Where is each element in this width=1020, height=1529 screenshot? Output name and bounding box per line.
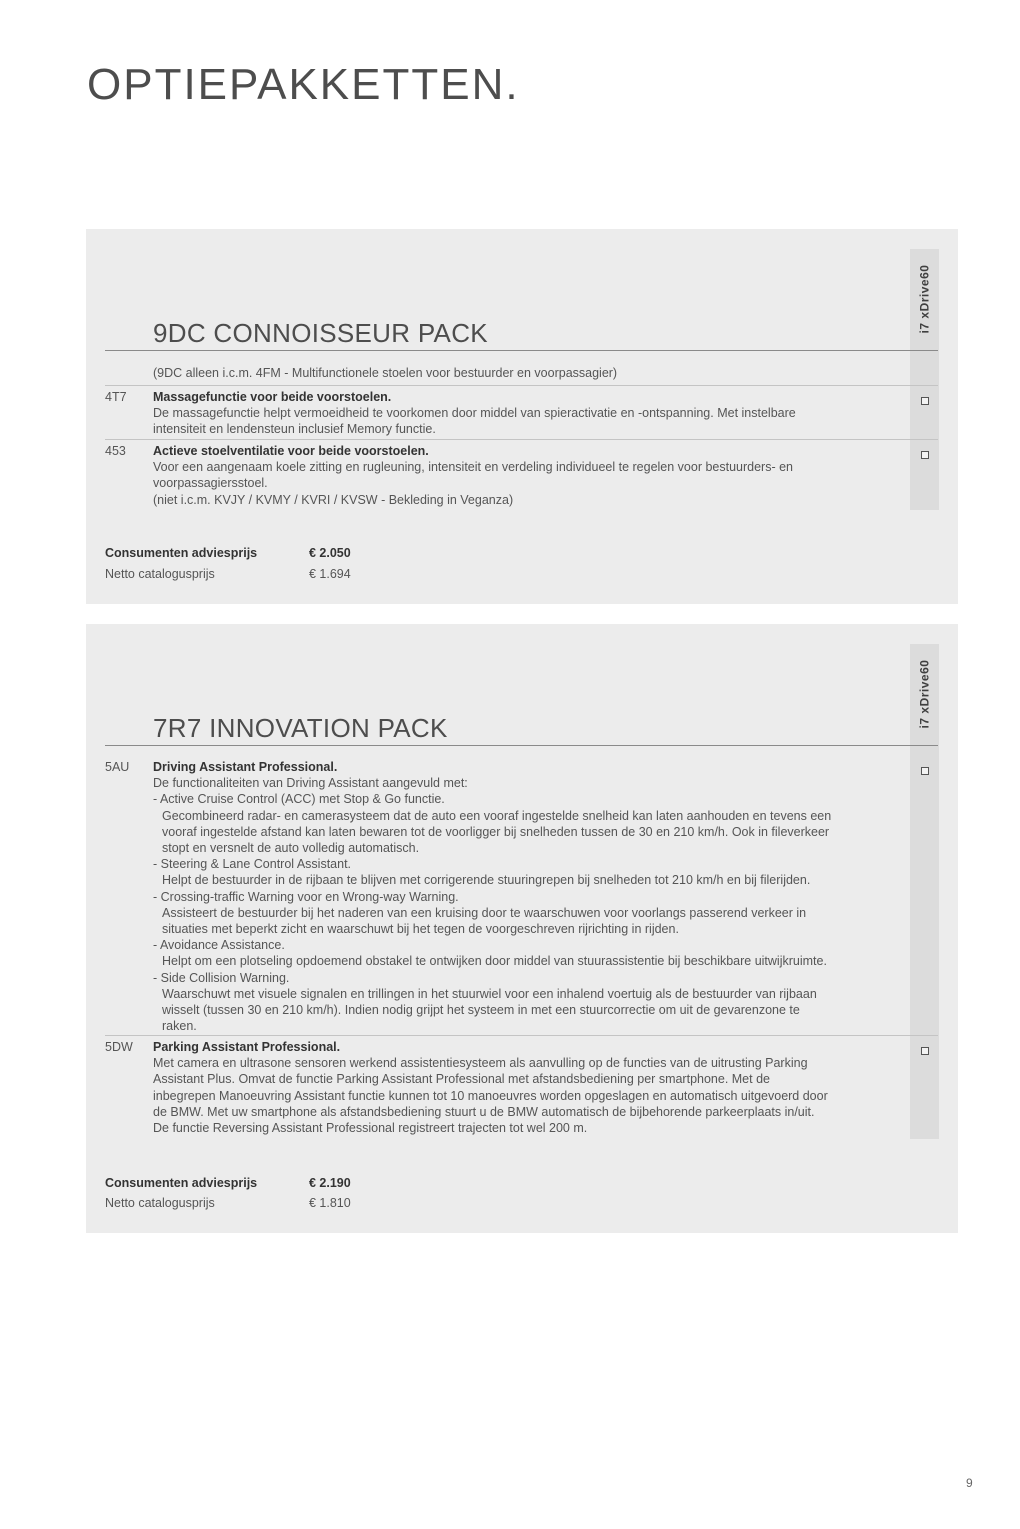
net-price-label: Netto catalogusprijs bbox=[105, 1196, 215, 1210]
model-header bbox=[910, 644, 939, 744]
divider bbox=[105, 385, 938, 386]
availability-checkbox bbox=[921, 397, 929, 405]
pack-innovation bbox=[86, 624, 958, 1233]
option-description: De massagefunctie helpt vermoeidheid te voorkomen door middel van spieractivatie en -ontspanning. Met instelbare bbox=[153, 406, 796, 421]
option-description: inbegrepen Manoeuvring Assistant functie kunnen tot 10 manoeuvres worden opgeslagen en automatisch uitgevoerd door bbox=[153, 1088, 828, 1103]
pack-title: 7R7 INNOVATION PACK bbox=[153, 713, 448, 743]
consumer-price-label: Consumenten adviesprijs bbox=[105, 1176, 258, 1190]
availability-checkbox bbox=[921, 767, 929, 775]
option-description: - Crossing-traffic Warning voor en Wrong-way Warning. bbox=[153, 889, 459, 904]
option-description: Gecombineerd radar- en camerasysteem dat de auto een vooraf ingestelde snelheid kan laten aanhouden en tevens een bbox=[162, 808, 832, 823]
option-row bbox=[105, 389, 905, 439]
net-price-value: € 1.694 bbox=[309, 567, 351, 581]
option-description: Helpt de bestuurder in de rijbaan te blijven met corrigerende stuuringrepen bij snelheden tot 210 km/h en bij filerijden. bbox=[162, 873, 811, 888]
net-price-value: € 1.810 bbox=[309, 1196, 351, 1210]
option-description: vooraf ingestelde afstand kan laten bewaren tot de voorligger bij snelheden tussen de 30 en 210 km/h. Ook in fileverkeer bbox=[162, 824, 830, 839]
net-price-label: Netto catalogusprijs bbox=[105, 567, 215, 581]
option-code: 5DW bbox=[105, 1040, 133, 1054]
option-code: 4T7 bbox=[105, 390, 127, 404]
availability-checkbox bbox=[921, 1047, 929, 1055]
option-description: raken. bbox=[162, 1019, 197, 1034]
option-description: Assisteert de bestuurder bij het naderen van een kruising door te waarschuwen voor voorlangs passerend verkeer in bbox=[162, 905, 807, 920]
option-row bbox=[105, 443, 905, 509]
model-label: i7 xDrive60 bbox=[917, 264, 932, 334]
divider bbox=[105, 350, 938, 351]
option-description: Waarschuwt met visuele signalen en trillingen in het stuurwiel voor een inhalend voertuig als de bestuurder van rijbaan bbox=[162, 986, 817, 1001]
option-name: Parking Assistant Professional. bbox=[153, 1040, 341, 1054]
option-description: - Steering & Lane Control Assistant. bbox=[153, 857, 352, 872]
consumer-price-value: € 2.190 bbox=[309, 1176, 351, 1190]
divider bbox=[105, 1035, 938, 1036]
divider bbox=[105, 745, 938, 746]
option-description: - Side Collision Warning. bbox=[153, 970, 290, 985]
option-description: situaties met beperkt zicht en waarschuwt bij het tegen de voorgeschreven rijrichting in rijden. bbox=[162, 922, 679, 937]
option-description: stopt en versnelt de auto volledig automatisch. bbox=[162, 841, 420, 856]
consumer-price-label: Consumenten adviesprijs bbox=[105, 546, 258, 560]
option-code: 5AU bbox=[105, 760, 130, 774]
pack-title: 9DC CONNOISSEUR PACK bbox=[153, 318, 488, 348]
model-label: i7 xDrive60 bbox=[917, 659, 932, 729]
availability-checkbox bbox=[921, 451, 929, 459]
option-description: - Avoidance Assistance. bbox=[153, 938, 285, 953]
option-description: (niet i.c.m. KVJY / KVMY / KVRI / KVSW - Bekleding in Veganza) bbox=[153, 492, 514, 507]
option-name: Actieve stoelventilatie voor beide voorstoelen. bbox=[153, 444, 429, 458]
option-description: De functionaliteiten van Driving Assistant aangevuld met: bbox=[153, 776, 468, 791]
option-description: Helpt om een plotseling opdoemend obstakel te ontwijken door middel van stuurassistentie bij beschikbare uitwijkruimte. bbox=[162, 954, 827, 969]
option-description: De functie Reversing Assistant Professional registreert trajecten tot wel 200 m. bbox=[153, 1121, 588, 1136]
option-description: Voor een aangenaam koele zitting en rugleuning, intensiteit en verdeling individueel te regelen voor bestuurders- en bbox=[153, 460, 794, 475]
option-description: Assistant Plus. Omvat de functie Parking Assistant Professional met afstandsbediening per smartphone. Met de bbox=[153, 1072, 770, 1087]
page-title: OPTIEPAKKETTEN. bbox=[87, 60, 520, 109]
option-description: intensiteit en lendensteun inclusief Memory functie. bbox=[153, 422, 436, 437]
pack-connoisseur bbox=[86, 229, 958, 604]
option-name: Massagefunctie voor beide voorstoelen. bbox=[153, 390, 392, 404]
option-description: - Active Cruise Control (ACC) met Stop & Go functie. bbox=[153, 792, 445, 807]
consumer-price-value: € 2.050 bbox=[309, 546, 351, 560]
option-description: de BMW. Met uw smartphone als afstandsbediening stuurt u de BMW automatisch de bijbehorende parkeerplaats in/uit. bbox=[153, 1104, 815, 1119]
option-row bbox=[105, 759, 905, 1035]
divider bbox=[105, 439, 938, 440]
option-description: voorpassagiersstoel. bbox=[153, 476, 268, 491]
option-row bbox=[105, 1039, 905, 1139]
option-code: 453 bbox=[105, 444, 126, 458]
pack-note: (9DC alleen i.c.m. 4FM - Multifunctionele stoelen voor bestuurder en voorpassagier) bbox=[153, 366, 618, 380]
model-header bbox=[910, 249, 939, 349]
option-name: Driving Assistant Professional. bbox=[153, 760, 338, 774]
option-description: Met camera en ultrasone sensoren werkend assistentiesysteem als aanvulling op de functies van de uitrusting Parking bbox=[153, 1056, 808, 1071]
page-number: 9 bbox=[966, 1476, 973, 1490]
option-description: wisselt (tussen 30 en 210 km/h). Indien nodig grijpt het systeem in met een stuurcorrectie om uit de gevarenzone te bbox=[162, 1003, 800, 1018]
